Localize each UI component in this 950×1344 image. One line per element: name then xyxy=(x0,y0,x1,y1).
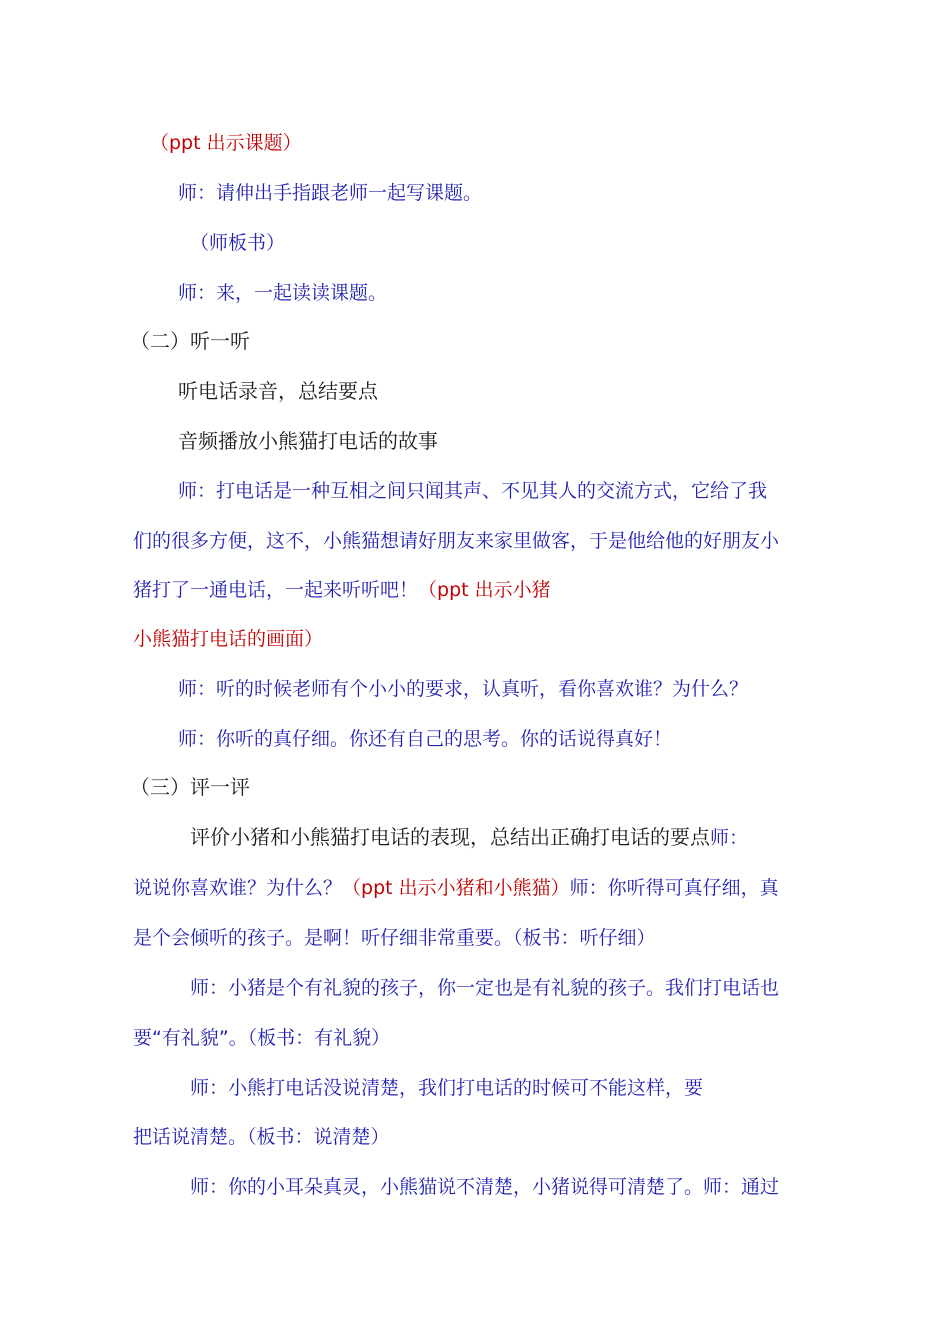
teacher-line-requirement: 师：听的时候老师有个小小的要求，认真听，看你喜欢谁？为什么？ xyxy=(178,678,749,700)
section-heading-listen: （二）听一听 xyxy=(130,329,250,353)
section-heading-evaluate: （三）评一评 xyxy=(130,775,250,799)
teacher-paragraph-phone-text: 猪打了一通电话，一起来听听吧！ xyxy=(133,579,419,601)
teacher-paragraph-phone-line3 xyxy=(133,577,551,603)
teacher-question-text: 说说你喜欢谁？为什么？ xyxy=(133,877,343,899)
teacher-ears-line: 师：你的小耳朵真灵，小熊猫说不清楚，小猪说得可清楚了。师：通过 xyxy=(190,1176,780,1198)
evaluate-intro-text: 评价小猪和小熊猫打电话的表现，总结出正确打电话的要点 xyxy=(190,825,710,849)
teacher-line-write-title: 师：请伸出手指跟老师一起写课题。 xyxy=(178,182,483,204)
ppt-show-title-note: （ppt 出示课题） xyxy=(150,132,302,154)
teacher-line-read-title: 师：来，一起读读课题。 xyxy=(178,282,388,304)
teacher-paragraph-phone-line1: 师：打电话是一种互相之间只闻其声、不见其人的交流方式，它给了我 xyxy=(178,480,768,502)
audio-story-line: 音频播放小熊猫打电话的故事 xyxy=(178,429,438,453)
teacher-polite-line2: 要“有礼貌”。（板书：有礼貌） xyxy=(133,1027,391,1049)
evaluate-intro-line xyxy=(190,824,748,851)
ppt-show-pig-panda-note: （ppt 出示小猪和小熊猫） xyxy=(342,877,570,899)
teacher-polite-line1: 师：小猪是个有礼貌的孩子，你一定也是有礼貌的孩子。我们打电话也 xyxy=(190,977,780,999)
teacher-listen-carefully-line: 是个会倾听的孩子。是啊！听仔细非常重要。（板书：听仔细） xyxy=(133,927,656,949)
listen-summary-line: 听电话录音，总结要点 xyxy=(178,379,378,403)
teacher-line-praise: 师：你听的真仔细。你还有自己的思考。你的话说得真好！ xyxy=(178,728,673,750)
teacher-clear-line2: 把话说清楚。（板书：说清楚） xyxy=(133,1126,390,1148)
teacher-praise-text: 师：你听得可真仔细，真 xyxy=(569,877,779,899)
teacher-question-line xyxy=(133,875,779,901)
teacher-clear-line1: 师：小熊打电话没说清楚，我们打电话的时候可不能这样，要 xyxy=(190,1077,704,1099)
ppt-show-pig-note: （ppt 出示小猪 xyxy=(418,579,551,601)
ppt-show-pig-note-cont: 小熊猫打电话的画面） xyxy=(133,628,324,650)
teacher-board-note: （师板书） xyxy=(190,232,286,254)
teacher-paragraph-phone-line2: 们的很多方便，这不，小熊猫想请好朋友来家里做客，于是他给他的好朋友小 xyxy=(133,530,780,552)
teacher-prefix: 师： xyxy=(710,827,749,849)
